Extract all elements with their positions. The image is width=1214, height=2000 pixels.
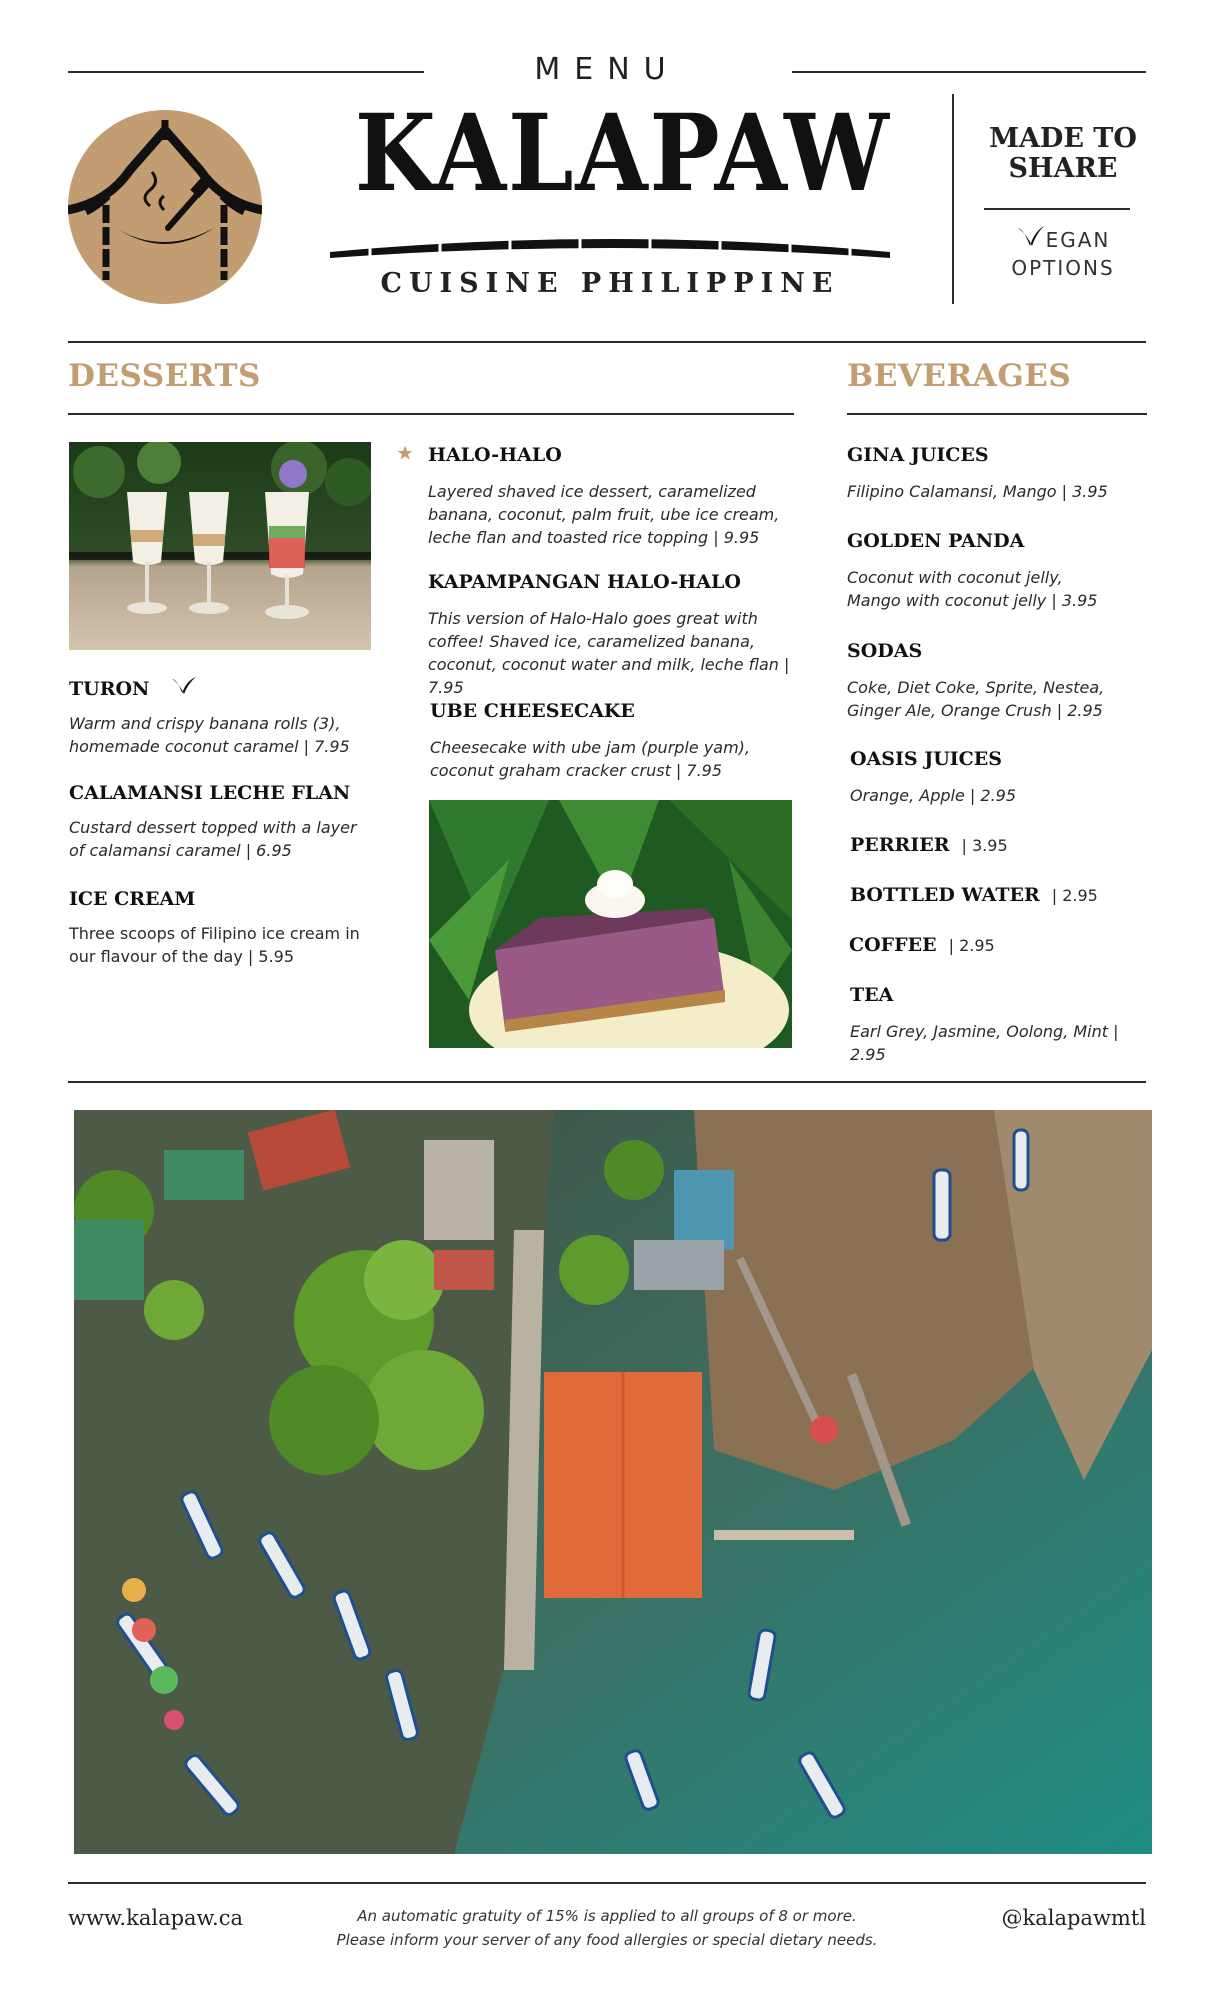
ube-cheesecake-photo (429, 800, 792, 1048)
beverage-item-coffee (849, 934, 1149, 956)
item-desc: Warm and crispy banana rolls (3), homemade coconut caramel | 7.95 (69, 714, 350, 756)
item-desc: Three scoops of Filipino ice cream in our flavour of the day | 5.95 (69, 924, 360, 966)
item-name: COFFEE (849, 934, 937, 956)
header-rule-right (792, 71, 1146, 73)
beverage-item-golden-panda (847, 530, 1147, 612)
gratuity-note (280, 1904, 934, 1952)
beverages-rule (847, 413, 1147, 415)
header-vertical-divider (952, 94, 954, 304)
vegan-line2: OPTIONS (1011, 256, 1115, 280)
brand-tagline: CUISINE PHILIPPINE (380, 268, 840, 299)
item-desc: Custard dessert topped with a layer of calamansi caramel | 6.95 (69, 818, 357, 860)
gratuity-note-line1: An automatic gratuity of 15% is applied to all groups of 8 or more. (357, 1907, 857, 1925)
desserts-title: DESSERTS (68, 358, 261, 394)
aerial-village-photo (74, 1110, 1152, 1854)
featured-star-icon (397, 445, 413, 461)
website-link[interactable]: www.kalapaw.ca (68, 1906, 243, 1930)
dessert-item-kapampangan-halo-halo (428, 571, 808, 699)
item-name: KAPAMPANGAN HALO-HALO (428, 571, 741, 593)
item-name: SODAS (847, 640, 923, 662)
beverage-item-sodas (847, 640, 1147, 722)
dessert-item-ube-cheesecake (430, 700, 810, 782)
dessert-item-ice-cream (69, 888, 379, 968)
beverage-item-oasis-juices (850, 748, 1150, 807)
halo-halo-photo (69, 442, 371, 650)
brand-name: KALAPAW (354, 90, 891, 215)
gratuity-note-line2: Please inform your server of any food allergies or special dietary needs. (336, 1931, 878, 1949)
item-price: | 2.95 (948, 936, 995, 955)
footer-rule (68, 1882, 1146, 1884)
item-name: HALO-HALO (428, 444, 562, 466)
beverage-item-tea (850, 984, 1150, 1066)
item-desc: This version of Halo-Halo goes great with coffee! Shaved ice, caramelized banana, coconut, coconut water and milk, leche flan | 7.95 (428, 609, 790, 697)
item-name: PERRIER (850, 834, 950, 856)
item-name: TURON (69, 676, 369, 700)
dessert-item-calamansi-leche-flan (69, 782, 379, 862)
vegan-options-label (968, 224, 1158, 282)
vegan-leaf-icon (170, 676, 198, 696)
beverage-item-bottled-water (850, 884, 1150, 906)
dessert-item-turon (69, 676, 369, 758)
header-bottom-rule (68, 341, 1146, 343)
dessert-item-halo-halo (428, 444, 798, 549)
item-name: UBE CHEESECAKE (430, 700, 635, 722)
beverages-title: BEVERAGES (847, 358, 1072, 394)
item-desc: Earl Grey, Jasmine, Oolong, Mint | 2.95 (850, 1022, 1119, 1064)
menu-heading: MENU (534, 52, 680, 87)
desserts-rule (68, 413, 794, 415)
item-name: CALAMANSI LECHE FLAN (69, 782, 351, 804)
item-name: GINA JUICES (847, 444, 989, 466)
item-desc: Cheesecake with ube jam (purple yam), coconut graham cracker crust | 7.95 (430, 738, 750, 780)
item-name: GOLDEN PANDA (847, 530, 1025, 552)
beverage-item-gina-juices (847, 444, 1147, 503)
made-to-share-rule (984, 208, 1130, 210)
brand-underline-bar (330, 232, 890, 260)
item-name: OASIS JUICES (850, 748, 1003, 770)
item-desc: Coke, Diet Coke, Sprite, Nestea, Ginger Ale, Orange Crush | 2.95 (847, 678, 1105, 720)
vegan-line1: EGAN (1045, 228, 1111, 252)
logo-hut-icon (68, 110, 262, 304)
vegan-leaf-icon (1016, 224, 1046, 250)
item-name: BOTTLED WATER (850, 884, 1040, 906)
made-to-share-label: MADE TO SHARE (989, 123, 1137, 184)
item-desc: Filipino Calamansi, Mango | 3.95 (847, 482, 1108, 501)
item-price: | 3.95 (961, 836, 1008, 855)
item-price: | 2.95 (1051, 886, 1098, 905)
item-name: TEA (850, 984, 894, 1006)
item-desc: Layered shaved ice dessert, caramelized banana, coconut, palm fruit, ube ice cream, leche flan and toasted rice topping | 9.95 (428, 482, 780, 547)
item-desc: Orange, Apple | 2.95 (850, 786, 1017, 805)
beverage-item-perrier (850, 834, 1150, 856)
item-name: ICE CREAM (69, 888, 196, 910)
item-desc: Coconut with coconut jelly, Mango with coconut jelly | 3.95 (847, 568, 1098, 610)
social-handle[interactable]: @kalapawmtl (1001, 1906, 1146, 1930)
content-bottom-rule (68, 1081, 1146, 1083)
